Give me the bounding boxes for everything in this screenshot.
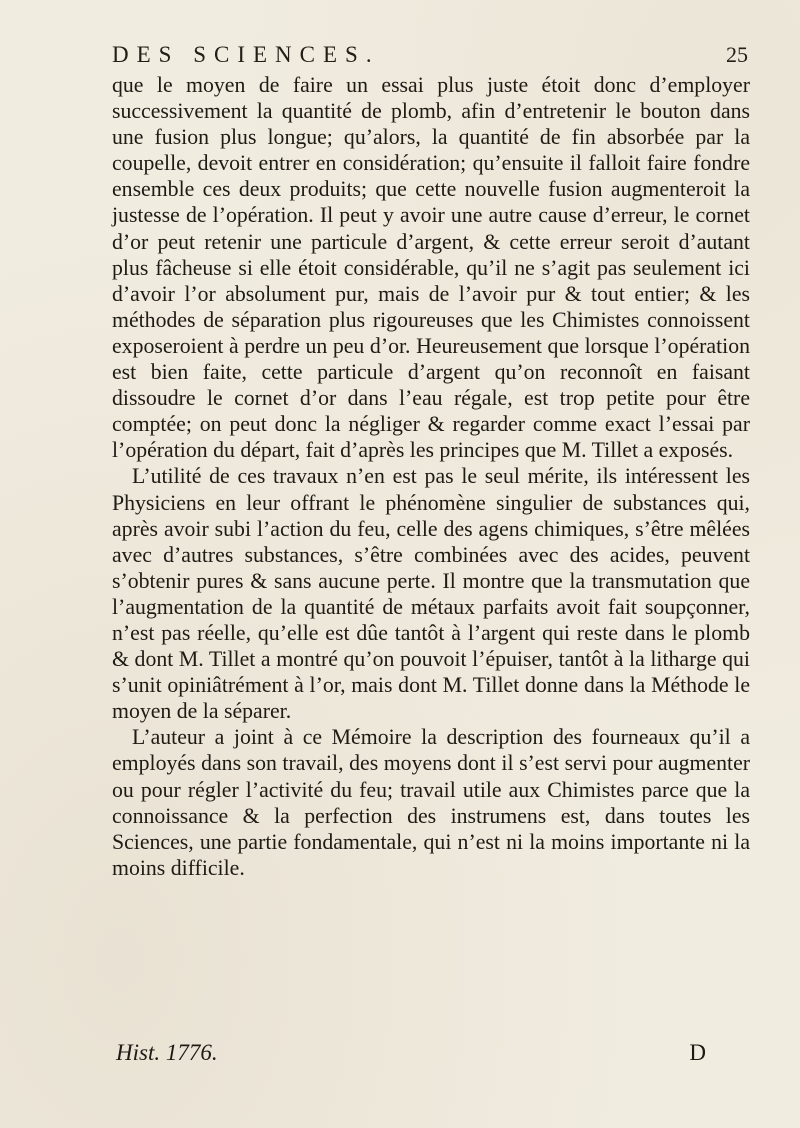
gathering-mark: D bbox=[689, 1040, 706, 1065]
signature-mark: Hist. 1776. bbox=[116, 1040, 218, 1065]
page-footer bbox=[116, 1040, 706, 1070]
paragraph-continued: que le moyen de faire un essai plus juste étoit donc d’employer successivement la quantité de plomb, afin d’entretenir le bouton dans une fusion plus longue; qu’alors, la quantité de fin absorbée par la coupelle, devoit entrer en considération; qu’ensuite il falloit faire fondre ensemble ces deux produits; que cette nouvelle fusion augmenteroit la justesse de l’opération. Il peut y avoir une autre cause d’erreur, le cornet d’or peut retenir une particule d’argent, & cette erreur seroit d’autant plus fâcheuse si elle étoit considérable, qu’il ne s’agit pas seulement ici d’avoir l’or absolument pur, mais de l’avoir pur & tout entier; & les méthodes de séparation plus rigoureuses que les Chimistes connoissent exposeroient à perdre un peu d’or. Heureusement que lorsque l’opération est bien faite, cette particule d’argent qu’on reconnoît en faisant dissoudre le cornet d’or dans l’eau régale, est trop petite pour être comptée; on peut donc la négliger & regarder comme exact l’essai par l’opération du départ, fait d’après les principes que M. Tillet a exposés. bbox=[112, 73, 750, 463]
body-text bbox=[112, 72, 750, 881]
running-head: DES SCIENCES. bbox=[112, 42, 380, 67]
paragraph: L’utilité de ces travaux n’en est pas le seul mérite, ils intéressent les Physiciens en leur offrant le phénomène singulier de substances qui, après avoir subi l’action du feu, celle des agens chimiques, s’être mêlées avec d’autres substances, s’être combinées avec des acides, peuvent s’obtenir pures & sans aucune perte. Il montre que la transmutation que l’augmentation de la quantité de métaux parfaits avoit fait soupçonner, n’est pas réelle, qu’elle est dûe tantôt à l’argent qui reste dans le plomb & dont M. Tillet a montré qu’on pouvoit l’épuiser, tantôt à la litharge qui s’unit opiniâtrément à l’or, mais dont M. Tillet donne dans la Méthode le moyen de la séparer. bbox=[112, 464, 750, 724]
page-number: 25 bbox=[726, 42, 748, 67]
page-header bbox=[112, 38, 748, 72]
paragraph: L’auteur a joint à ce Mémoire la description des fourneaux qu’il a employés dans son travail, des moyens dont il s’est servi pour augmenter ou pour régler l’activité du feu; travail utile aux Chimistes parce que la connoissance & la perfection des instrumens est, dans toutes les Sciences, une partie fondamentale, qui n’est ni la moins importante ni la moins difficile. bbox=[112, 725, 750, 880]
